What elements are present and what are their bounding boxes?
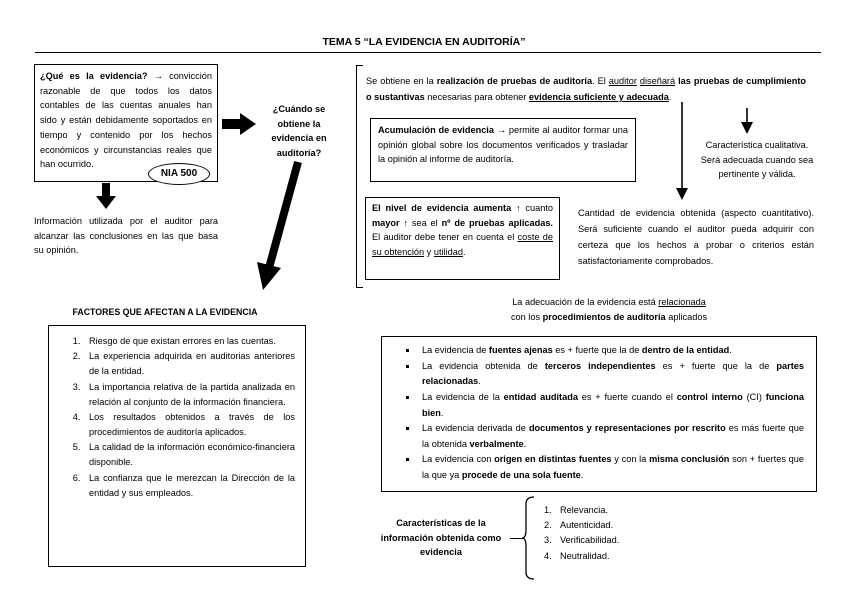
title-underline — [35, 52, 821, 53]
info-utilizada: Información utilizada por el auditor para alcanzar las conclusiones en las que basa su opinión. — [34, 216, 218, 256]
arrow-right-icon: → — [496, 125, 507, 135]
factor-item: 4. Los resultados obtenidos a través de los procedimientos de auditoría aplicados. — [83, 410, 295, 440]
fuerza-item: ▪ La evidencia de la entidad auditada es + fuerte cuando el control interno (CI) funciona bien. — [418, 390, 804, 421]
arrow-down-icon — [676, 102, 688, 200]
obtiene-paragraph: Se obtiene en la realización de pruebas de auditoría. El auditor diseñará las pruebas de cumplimiento o sustantivas necesarias para obtener evidencia suficiente y adecuada. — [366, 76, 806, 103]
caracteristica-item: 1. Relevancia. — [544, 505, 609, 515]
factor-item: 1. Riesgo de que existan errores en las cuentas. — [83, 334, 295, 349]
factores-box — [48, 325, 306, 567]
factor-item: 6. La confianza que le merezcan la Dirección de la entidad y sus empleados. — [83, 471, 295, 501]
definition-question: ¿Qué es la evidencia? — [40, 71, 148, 81]
arrow-right-icon: → — [153, 71, 163, 81]
page-title: TEMA 5 “LA EVIDENCIA EN AUDITORÍA” — [322, 36, 526, 48]
arrow-down-icon — [741, 108, 753, 134]
factores-heading: FACTORES QUE AFECTAN A LA EVIDENCIA — [72, 307, 258, 317]
adecuacion-text: La adecuación de la evidencia está relacionada con los procedimientos de auditoría aplicados — [510, 297, 708, 322]
fuerza-item: ▪ La evidencia con origen en distintas fuentes y con la misma conclusión son + fuertes que la que ya procede de una sola fuente. — [418, 452, 804, 483]
caracteristica-item: 4. Neutralidad. — [544, 550, 610, 561]
factor-item: 2. La experiencia adquirida en auditorias anteriores de la entidad. — [83, 349, 295, 379]
definition-text: convicción razonable de que todos los datos contables de las cuentas anuales han sido y están debidamente soportados en tiempo y contenido por los hechos económicos y circunstancias reales que han ocurrido. — [40, 71, 212, 170]
fuerza-item: ▪ La evidencia derivada de documentos y representaciones por rescrito es más fuerte que la obtenida verbalmente. — [418, 421, 804, 452]
arrow-down-icon — [96, 183, 116, 211]
factor-item: 3. La importancia relativa de la partida analizada en relación al conjunto de la información financiera. — [83, 380, 295, 410]
factor-item: 5. La calidad de la información económico-financiera disponible. — [83, 440, 295, 470]
fuerza-item: ▪ La evidencia de fuentes ajenas es + fuerte que la de dentro de la entidad. — [418, 343, 804, 359]
caracteristica-item: 2. Autenticidad. — [544, 520, 614, 531]
caracteristicas-list — [544, 503, 664, 564]
right-bracket — [356, 65, 363, 288]
factores-list — [59, 334, 295, 501]
cuando-question: ¿Cuándo se obtiene la evidencia en auditoría? — [271, 104, 327, 159]
fuerza-list — [392, 343, 804, 484]
arrow-right-icon — [222, 113, 256, 135]
cualitativa-text: Característica cualitativa. Será adecuada cuando sea pertinente y válida. — [700, 140, 814, 180]
cantidad-text: Cantidad de evidencia obtenida (aspecto cuantitativo). Será suficiente cuando el auditor pueda adquirir con certeza que los hechos a probar o criterios están satisfactoriamente comprobados. — [578, 208, 814, 267]
arrow-up-icon: ↑ — [516, 203, 521, 213]
caracteristicas-label: Características de la información obtenida como evidencia — [380, 518, 502, 558]
arrow-diagonal-icon — [255, 160, 305, 292]
acumulacion-box: Acumulación de evidencia → permite al auditor formar una opinión global sobre los documentos verificados y trasladar la opinión al informe de auditoría. — [370, 118, 636, 182]
brace-icon — [522, 496, 536, 580]
nia-badge: NIA 500 — [148, 163, 210, 185]
fuerza-item: ▪ La evidencia obtenida de terceros independientes es + fuerte que la de partes relacionadas. — [418, 359, 804, 390]
fuerza-box — [381, 336, 817, 492]
caracteristica-item: 3. Verificabilidad. — [544, 535, 620, 546]
nivel-box: El nivel de evidencia aumenta ↑ cuanto mayor ↑ sea el nº de pruebas aplicadas. El auditor debe tener en cuenta el coste de su obtención y utilidad. — [365, 197, 560, 280]
